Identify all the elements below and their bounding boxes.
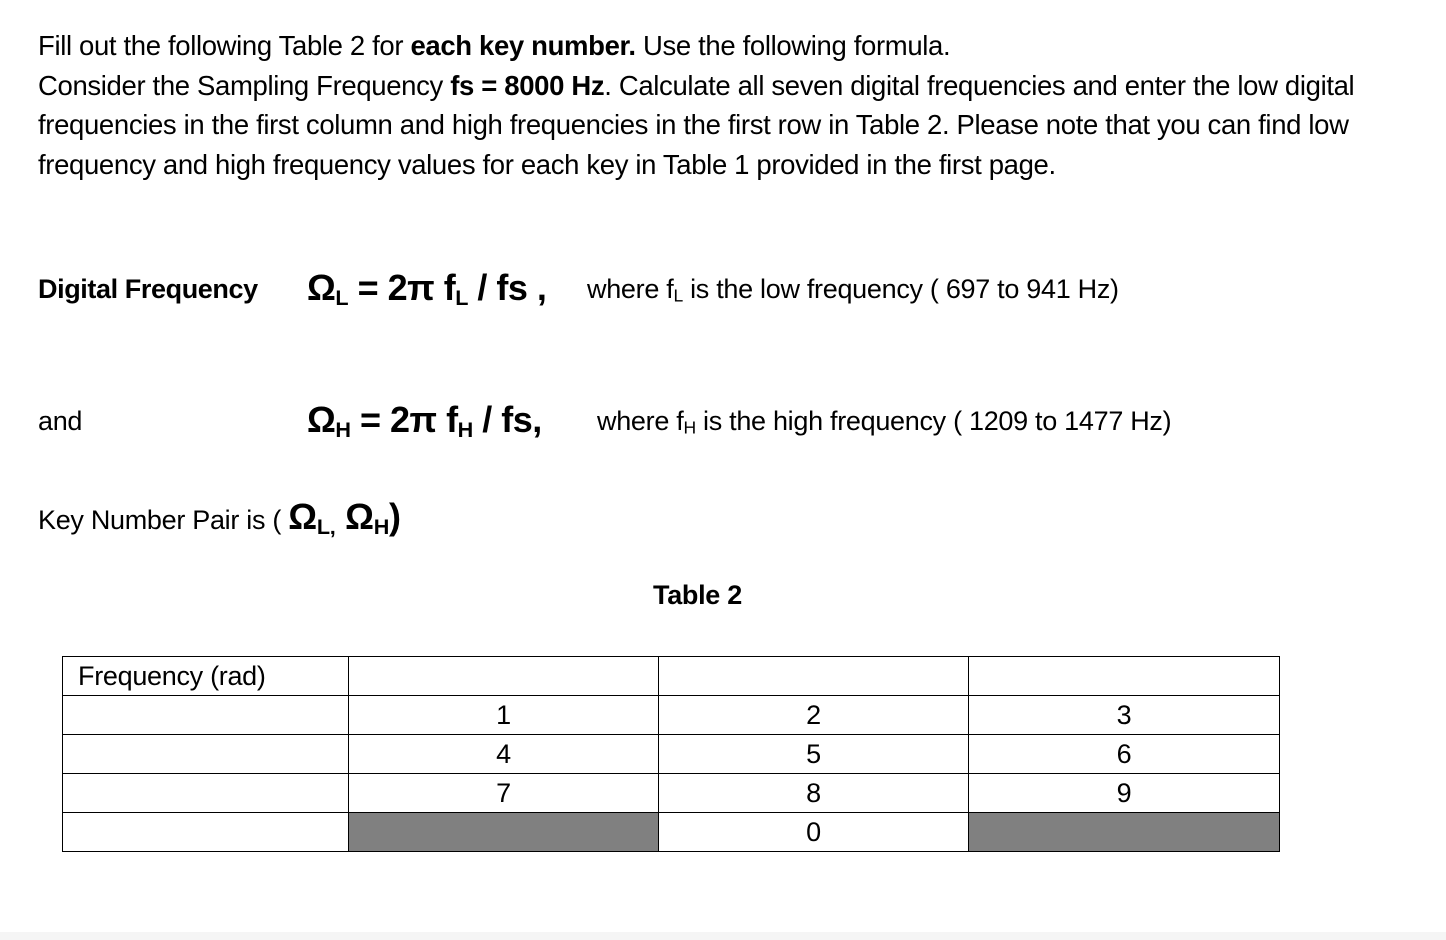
page-bottom-edge	[0, 932, 1446, 940]
table-row	[63, 735, 1280, 774]
table-cell-key: 2	[659, 696, 969, 735]
table-row	[63, 813, 1280, 852]
instructions	[38, 26, 1408, 184]
table-header-cell: Frequency (rad)	[63, 657, 349, 696]
table-row	[63, 774, 1280, 813]
table-cell-key: 7	[349, 774, 659, 813]
low-frequency-description: where $f_L$ is the low frequency ( 697 to 941 Hz)	[587, 274, 1119, 306]
key-number-pair: Key Number Pair is ( $\Omega_{L,}$ $\Omega_H$)	[38, 496, 401, 539]
instruction-line-1: Fill out the following Table 2 for each key number. Use the following formula.	[38, 30, 951, 61]
table-header-row	[63, 657, 1280, 696]
table-cell-low-freq[interactable]	[63, 813, 349, 852]
table-cell-shaded	[349, 813, 659, 852]
table-cell-key: 3	[969, 696, 1280, 735]
table-cell-key: 0	[659, 813, 969, 852]
digital-frequency-label: Digital Frequency	[38, 274, 258, 304]
table-header-cell[interactable]	[349, 657, 659, 696]
table-cell-key: 8	[659, 774, 969, 813]
table-cell-low-freq[interactable]	[63, 774, 349, 813]
table-cell-low-freq[interactable]	[63, 735, 349, 774]
low-frequency-formula: $\Omega_L = 2\pi$ $f_L$ / fs ,	[307, 267, 547, 310]
high-frequency-formula: $\Omega_H = 2\pi$ $f_H$ / fs,	[307, 399, 542, 442]
instruction-paragraph: Consider the Sampling Frequency fs = 8000 Hz. Calculate all seven digital frequencies and enter the low digital frequencies in the first column and high frequencies in the first row in Table 2. Please note that you can find low frequency and high frequency values for each key in Table 1 provided in the first page.	[38, 69, 1355, 180]
table-cell-key: 4	[349, 735, 659, 774]
table-header-cell[interactable]	[969, 657, 1280, 696]
table-cell-key: 6	[969, 735, 1280, 774]
frequency-table	[62, 656, 1280, 852]
table-cell-shaded	[969, 813, 1280, 852]
table-header-cell[interactable]	[659, 657, 969, 696]
table-title: Table 2	[653, 580, 742, 610]
table-cell-key: 5	[659, 735, 969, 774]
table-cell-key: 9	[969, 774, 1280, 813]
table-row	[63, 696, 1280, 735]
and-label: and	[38, 406, 83, 436]
high-frequency-description: where $f_H$ is the high frequency ( 1209 to 1477 Hz)	[597, 406, 1172, 438]
table-cell-low-freq[interactable]	[63, 696, 349, 735]
table-cell-key: 1	[349, 696, 659, 735]
